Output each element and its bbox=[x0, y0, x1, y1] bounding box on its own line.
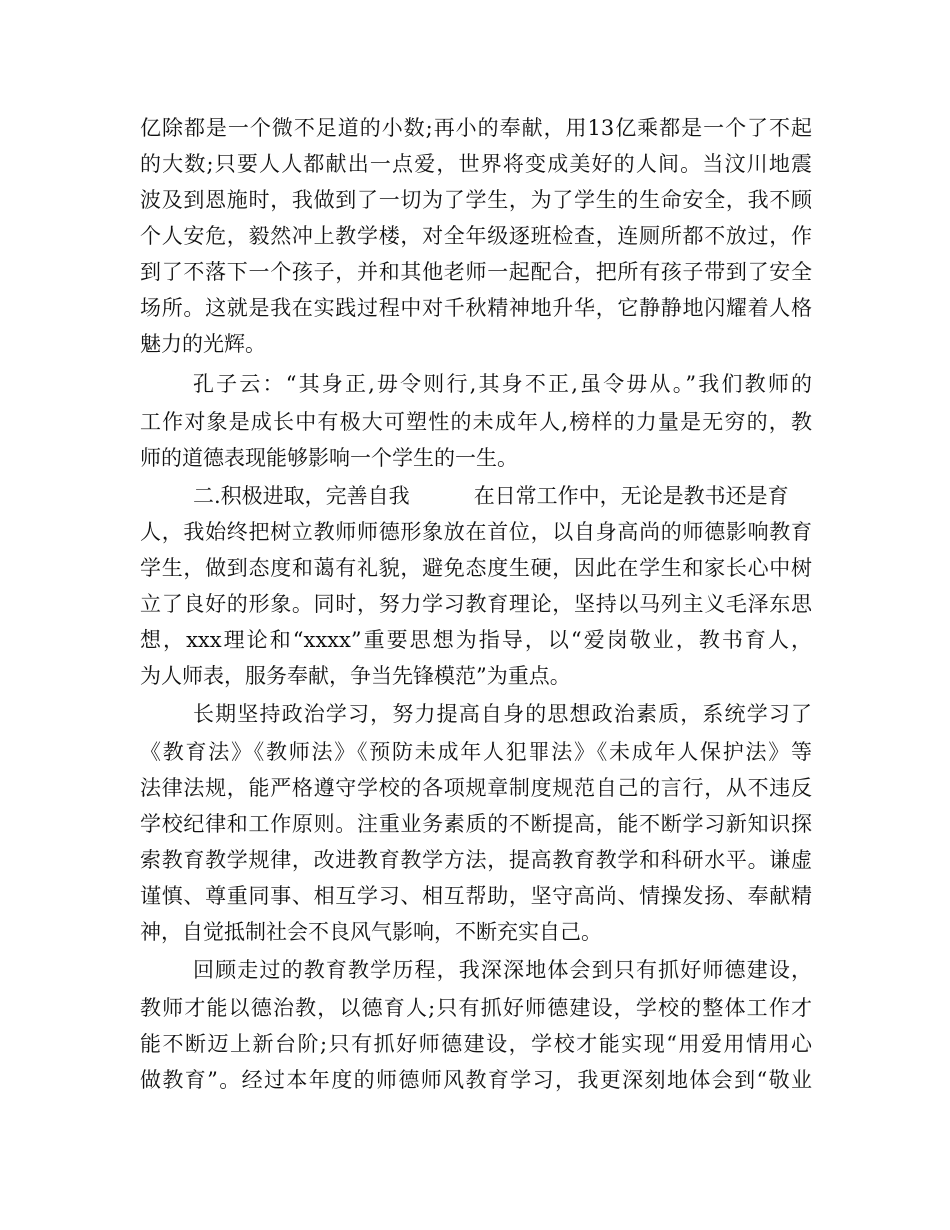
text-line: 谨慎、尊重同事、相互学习、相互帮助，坚守高尚、情操发扬、奉献精 bbox=[140, 884, 812, 908]
text-line: 场所。这就是我在实践过程中对千秋精神地升华，它静静地闪耀着人格 bbox=[140, 296, 812, 320]
text-line: 在日常工作中，无论是教书还是育 bbox=[473, 484, 789, 508]
text-line: 魅力的光辉。 bbox=[140, 332, 266, 356]
text-line: 工作对象是成长中有极大可塑性的未成年人,榜样的力量是无穷的，教 bbox=[140, 410, 812, 434]
text-line: 孔子云：“其身正,毋令则行,其身不正,虽令毋从。”我们教师的 bbox=[193, 372, 812, 396]
section-heading-line bbox=[193, 479, 812, 513]
text-line: 学生，做到态度和蔼有礼貌，避免态度生硬，因此在学生和家长心中树 bbox=[140, 556, 812, 580]
text-line: 人，我始终把树立教师师德形象放在首位，以自身高尚的师德影响教育 bbox=[140, 520, 812, 544]
text-line: 做教育”。经过本年度的师德师风教育学习，我更深刻地体会到“敬业 bbox=[140, 1068, 812, 1092]
text-line: 亿除都是一个微不足道的小数;再小的奉献，用13亿乘都是一个了不起 bbox=[140, 116, 812, 140]
text-line: 能不断迈上新台阶;只有抓好师德建设，学校才能实现“用爱用情用心 bbox=[140, 1032, 812, 1056]
text-line: 长期坚持政治学习，努力提高自身的思想政治素质，系统学习了 bbox=[193, 702, 812, 726]
text-line: 法律法规，能严格遵守学校的各项规章制度规范自己的言行，从不违反 bbox=[140, 776, 812, 800]
text-line: 波及到恩施时，我做到了一切为了学生，为了学生的生命安全，我不顾 bbox=[140, 188, 812, 212]
text-line: 为人师表，服务奉献，争当先锋模范”为重点。 bbox=[140, 664, 571, 688]
section-heading: 二.积极进取，完善自我 bbox=[193, 484, 410, 508]
text-line: 《教育法》《教师法》《预防未成年人犯罪法》《未成年人保护法》等 bbox=[140, 740, 812, 764]
text-line: 的大数;只要人人都献出一点爱，世界将变成美好的人间。当汶川地震 bbox=[140, 152, 812, 176]
text-line: 神，自觉抵制社会不良风气影响，不断充实自己。 bbox=[140, 920, 602, 944]
text-line: 想，xxx理论和“xxxx”重要思想为指导，以“爱岗敬业，教书育人， bbox=[140, 628, 812, 652]
text-line: 教师才能以德治教，以德育人;只有抓好师德建设，学校的整体工作才 bbox=[140, 996, 812, 1020]
text-line: 回顾走过的教育教学历程，我深深地体会到只有抓好师德建设， bbox=[193, 958, 812, 982]
text-line: 个人安危，毅然冲上教学楼，对全年级逐班检查，连厕所都不放过，作 bbox=[140, 224, 812, 248]
text-line: 师的道德表现能够影响一个学生的一生。 bbox=[140, 446, 518, 470]
text-line: 索教育教学规律，改进教育教学方法，提高教育教学和科研水平。谦虚 bbox=[140, 848, 812, 872]
text-line: 到了不落下一个孩子，并和其他老师一起配合，把所有孩子带到了安全 bbox=[140, 260, 812, 284]
text-line: 立了良好的形象。同时，努力学习教育理论，坚持以马列主义毛泽东思 bbox=[140, 592, 812, 616]
text-line: 学校纪律和工作原则。注重业务素质的不断提高，能不断学习新知识探 bbox=[140, 812, 812, 836]
